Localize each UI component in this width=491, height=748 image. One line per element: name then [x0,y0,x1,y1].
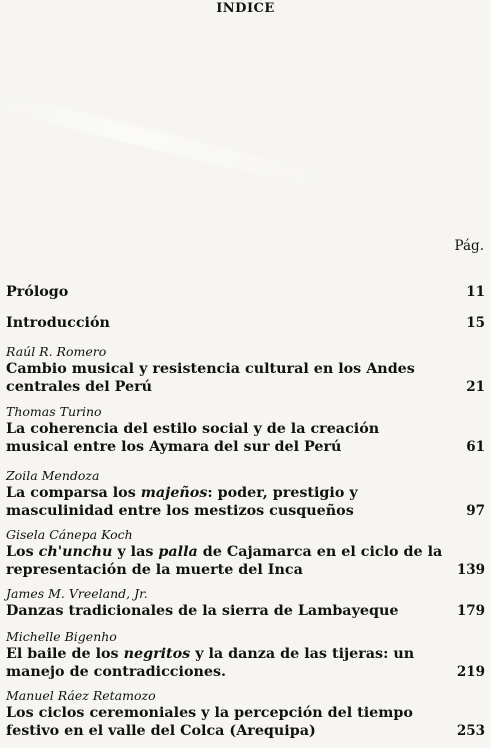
toc-entry-mendoza [6,468,485,520]
toc-entry-prologo [6,283,485,301]
toc-entry-page: 21 [466,379,485,395]
toc-entry-author: Michelle Bigenho [6,629,117,644]
toc-entry-title: Los ch'unchu y las palla de Cajamarca en el ciclo de la representación de la muerte del Inca [6,544,443,578]
toc-entry-title: La coherencia del estilo social y de la creación musical entre los Aymara del sur del Perú [6,421,380,455]
toc-entry-romero [6,344,485,396]
toc-entry-title: Introducción [6,315,110,331]
toc-entry-title: Cambio musical y resistencia cultural en los Andes centrales del Perú [6,361,415,395]
toc-entry-author: Manuel Ráez Retamozo [6,688,156,703]
toc-entry-page: 15 [466,315,485,331]
toc-entry-canepa [6,527,485,579]
toc-entry-author: Raúl R. Romero [6,344,107,359]
toc-entry-title: Danzas tradicionales de la sierra de Lambayeque [6,603,399,619]
toc-entry-raez [6,688,485,740]
toc-entry-title: El baile de los negritos y la danza de las tijeras: un manejo de contradicciones. [6,646,415,680]
toc-entry-author: Thomas Turino [6,404,102,419]
toc-entry-turino [6,404,485,456]
toc-entry-author: Gisela Cánepa Koch [6,527,133,542]
toc-entry-page: 97 [466,503,485,519]
page-column-label: Pág. [454,238,484,254]
toc-entry-page: 61 [466,439,485,455]
toc-entry-page: 11 [466,284,485,300]
toc-entry-bigenho [6,629,485,681]
toc-entry-title: La comparsa los majeños: poder, prestigio y masculinidad entre los mestizos cusqueños [6,485,358,519]
toc-entry-introduccion [6,314,485,332]
toc-entry-page: 253 [456,723,485,739]
toc-entry-title: Los ciclos ceremoniales y la percepción del tiempo festivo en el valle del Colca (Arequipa) [6,705,413,739]
toc-entry-page: 219 [456,664,485,680]
toc-entry-page: 179 [456,603,485,619]
scan-streak [0,92,330,192]
page-title: INDICE [216,1,275,16]
toc-entry-vreeland [6,586,485,620]
toc-entry-author: Zoila Mendoza [6,468,100,483]
toc-entry-title: Prólogo [6,284,69,300]
toc-entry-author: James M. Vreeland, Jr. [6,586,148,601]
toc-entry-page: 139 [456,562,485,578]
